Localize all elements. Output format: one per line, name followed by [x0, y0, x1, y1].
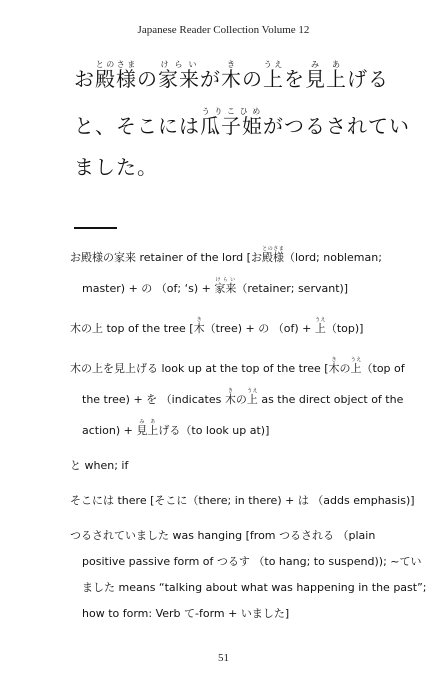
furigana: けらい — [158, 60, 200, 69]
ruby-word — [193, 317, 205, 335]
furigana: うえ — [350, 357, 362, 363]
kanji: 上 — [350, 362, 362, 375]
ruby-word — [263, 60, 284, 91]
note-line — [70, 388, 410, 407]
furigana: き — [224, 388, 236, 394]
note-text: master) + の （of; ‘s) + — [82, 282, 215, 295]
kanji: 木 — [224, 393, 236, 406]
note-line: そこには there [そこに（there; in there) + は （adds emphasis)] — [70, 494, 415, 507]
note-line — [70, 357, 410, 376]
kana: がつるされてい — [263, 114, 410, 138]
furigana: み — [136, 419, 148, 425]
note-sokoniwa — [70, 494, 415, 508]
kanji: 上 — [326, 67, 347, 91]
furigana: うえ — [263, 60, 284, 69]
ruby-word — [200, 107, 263, 138]
note-okerai — [70, 246, 410, 296]
note-text: の — [339, 362, 351, 375]
furigana: き — [221, 60, 242, 69]
note-line: how to form: Verb て-form + いました] — [82, 607, 290, 620]
furigana: うりこひめ — [200, 107, 263, 116]
note-text: （retainer; servant)] — [236, 282, 349, 295]
furigana: き — [328, 357, 340, 363]
ruby-word — [214, 277, 237, 295]
furigana: とのさま — [95, 60, 137, 69]
ruby-word — [350, 357, 362, 375]
kana: の — [137, 67, 158, 91]
kanji: 上 — [147, 424, 159, 437]
note-text: の — [235, 393, 247, 406]
note-to — [70, 459, 410, 473]
ruby-word — [326, 60, 347, 91]
kanji: 木 — [221, 67, 242, 91]
furigana: み — [305, 60, 326, 69]
ruby-word — [328, 357, 340, 375]
main-text-line-1 — [74, 60, 414, 91]
kana: の — [242, 67, 263, 91]
running-header: Japanese Reader Collection Volume 12 — [137, 24, 310, 36]
furigana: とのさま — [261, 246, 284, 252]
note-line — [70, 277, 410, 296]
note-line: positive passive form of つるす （to hang; to suspend)); ~てい — [82, 555, 422, 568]
kana: げる — [347, 67, 389, 91]
kanji: 家来 — [214, 282, 237, 295]
ruby-word — [147, 419, 159, 437]
kanji: 上 — [314, 322, 326, 335]
main-text-line-2 — [74, 107, 414, 138]
kanji: 木 — [328, 362, 340, 375]
note-line: と when; if — [70, 459, 129, 472]
note-text: 木の上 top of the tree [ — [70, 322, 194, 335]
note-tsurusareteimashita — [70, 529, 427, 621]
note-line: ました means “talking about what was happening in the past”; — [82, 581, 427, 594]
ruby-word — [305, 60, 326, 91]
note-text: 木の上を見上げる look up at the top of the tree [ — [70, 362, 329, 375]
kanji: 家来 — [158, 67, 200, 91]
furigana: けらい — [214, 277, 237, 283]
note-miageru — [70, 357, 410, 438]
note-text: お殿様の家来 retainer of the lord [お — [70, 251, 262, 264]
note-line — [70, 317, 410, 336]
ruby-word — [224, 388, 236, 406]
note-text: the tree) + を （indicates — [82, 393, 225, 406]
ruby-word — [158, 60, 200, 91]
note-text: げる（to look up at)] — [158, 424, 270, 437]
furigana: あ — [147, 419, 159, 425]
kana: と、そこには — [74, 114, 200, 138]
kana: を — [284, 67, 305, 91]
note-text: （top of — [361, 362, 405, 375]
furigana: うえ — [314, 317, 326, 323]
kanji: 木 — [193, 322, 205, 335]
ruby-word — [136, 419, 148, 437]
kanji: 上 — [246, 393, 258, 406]
ruby-word — [246, 388, 258, 406]
vocabulary-notes — [70, 246, 427, 642]
note-line — [70, 419, 410, 438]
ruby-word — [314, 317, 326, 335]
kanji: 上 — [263, 67, 284, 91]
ruby-word — [221, 60, 242, 91]
furigana: き — [193, 317, 205, 323]
furigana: うえ — [246, 388, 258, 394]
ruby-word — [95, 60, 137, 91]
kana: お — [74, 67, 95, 91]
note-line: つるされていました was hanging [from つるされる （plain — [70, 529, 376, 542]
note-text: （top)] — [325, 322, 364, 335]
note-text: （tree) + の （of) + — [204, 322, 315, 335]
kana: が — [200, 67, 221, 91]
main-text-line-3 — [74, 156, 414, 178]
note-text: action) + — [82, 424, 137, 437]
kanji: 見 — [305, 67, 326, 91]
kanji: 殿様 — [95, 67, 137, 91]
page-number: 51 — [218, 652, 229, 664]
kanji: 殿様 — [261, 251, 284, 264]
kanji: 見 — [136, 424, 148, 437]
section-divider — [74, 227, 117, 229]
note-text: （lord; nobleman; — [283, 251, 382, 264]
note-line — [70, 246, 410, 265]
furigana: あ — [326, 60, 347, 69]
kanji: 瓜子姫 — [200, 114, 263, 138]
note-text: as the direct object of the — [257, 393, 404, 406]
main-japanese-text — [74, 60, 414, 203]
kana: ました。 — [74, 155, 158, 179]
ruby-word — [261, 246, 284, 264]
note-ki-no-ue — [70, 317, 410, 336]
